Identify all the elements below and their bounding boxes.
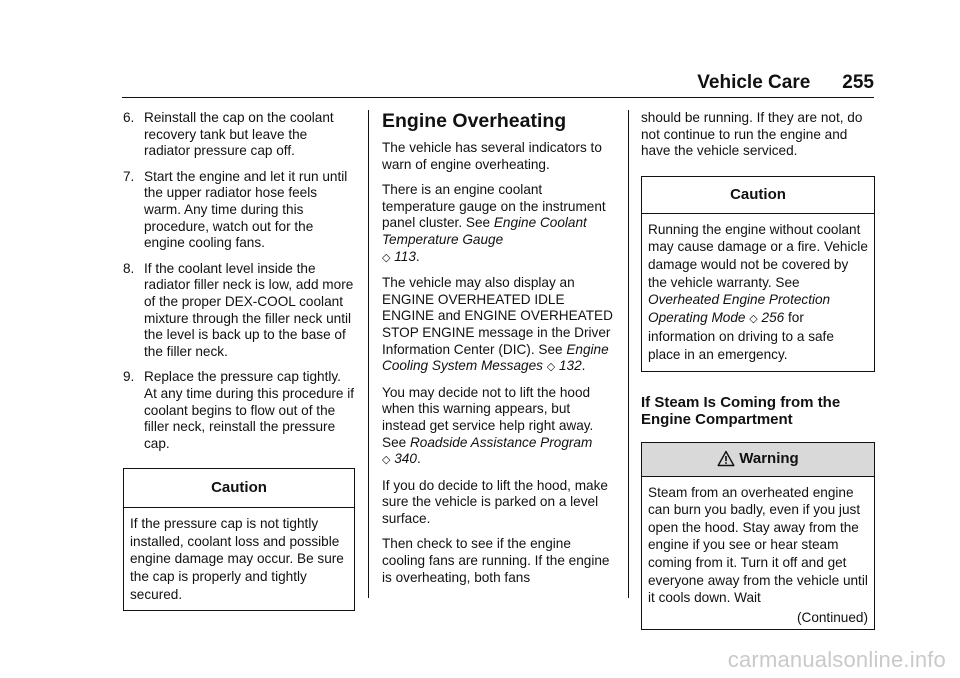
list-item [123, 369, 355, 452]
caution-box-no-coolant [641, 176, 875, 372]
caution-body [124, 508, 354, 610]
warning-title: Warning [739, 449, 799, 467]
warning-triangle-icon [717, 450, 735, 467]
section-heading-engine-overheating: Engine Overheating [382, 110, 567, 132]
punctuation: . [415, 248, 420, 264]
paragraph: Then check to see if the engine cooling fans are running. If the engine is overheating, both fans [382, 536, 610, 585]
header-divider [122, 97, 874, 98]
link-engine-cooling-system-messages[interactable]: Engine Cooling System Messages [382, 341, 609, 374]
caution-title: Caution [124, 469, 354, 508]
list-item [123, 261, 355, 361]
link-overheated-engine-protection[interactable]: Overheated Engine Protection Operating Mode [648, 292, 831, 325]
paragraph: If you do decide to lift the hood, make sure the vehicle is parked on a level surface. [382, 477, 608, 526]
steps-list [123, 110, 355, 452]
caution-box-pressure-cap [123, 468, 355, 611]
warning-header [642, 443, 874, 477]
step-text: Reinstall the cap on the coolant recovery tank but leave the radiator pressure cap off. [144, 110, 334, 159]
caution-body [642, 214, 874, 371]
subsection-heading-steam: If Steam Is Coming from the Engine Compartment [641, 393, 841, 429]
link-engine-coolant-temperature-gauge[interactable]: Engine Coolant Temperature Gauge [382, 215, 587, 247]
step-number: 8. [123, 260, 135, 276]
step-number: 6. [123, 110, 135, 125]
paragraph-text: The vehicle may also display an ENGINE OVERHEATED IDLE ENGINE and ENGINE OVERHEATED STOP ENGINE message in the Driver Information Center (DIC). See [382, 275, 613, 357]
page-reference-icon: ◇ [749, 312, 758, 325]
paragraph: should be running. If they are not, do not continue to run the engine and have the vehicle serviced. [641, 110, 863, 159]
step-text: Replace the pressure cap tightly. At any time during this procedure if coolant begins to flow out of the filler neck, reinstall the pressure cap. [144, 369, 355, 451]
page-reference-link[interactable]: 340 [394, 451, 417, 467]
page-reference-link[interactable]: 113 [394, 248, 416, 264]
paragraph [382, 182, 616, 266]
page-header [697, 72, 874, 94]
caution-text-part: for information on driving to a safe place in an emergency. [648, 309, 834, 362]
column-3 [641, 110, 875, 630]
page-reference-icon: ◇ [382, 251, 391, 264]
list-item [123, 169, 355, 252]
warning-text: Steam from an overheated engine can burn you badly, even if you just open the hood. Stay away from the engine if you see or hear steam coming from it. Turn it off and get everyone away from the vehicle until it cools down. Wait [648, 484, 868, 606]
column-2 [382, 110, 616, 595]
paragraph [382, 385, 616, 469]
caution-text [648, 221, 868, 364]
page-reference-icon: ◇ [546, 361, 556, 374]
warning-box-steam [641, 442, 875, 631]
step-number: 9. [123, 369, 135, 385]
step-text: If the coolant level inside the radiator filler neck is low, add more of the proper DEX-COOL coolant mixture through the filler neck until the level is back up to the base of the filler neck. [144, 260, 354, 359]
page-number: 255 [842, 72, 874, 93]
continued-label: (Continued) [796, 609, 868, 625]
warning-body [642, 477, 874, 630]
page-reference-link[interactable]: 256 [761, 309, 785, 325]
page-reference-link[interactable]: 132 [558, 358, 582, 374]
paragraph-text: There is an engine coolant temperature gauge on the instrument panel cluster. See [382, 182, 606, 231]
step-number: 7. [123, 168, 135, 184]
column-divider-1 [368, 110, 369, 598]
punctuation: . [416, 451, 421, 467]
step-text: Start the engine and let it run until the upper radiator hose feels warm. Any time during this procedure, watch out for the engine cooling fans. [144, 168, 348, 251]
caution-text-part: Running the engine without coolant may cause damage or a fire. Vehicle damage would not be covered by the vehicle warranty. See [648, 221, 868, 290]
watermark-text: carmanualsonline.info [727, 647, 946, 672]
paragraph-text: You may decide not to lift the hood when this warning appears, but instead get service help right away. See [382, 384, 594, 450]
caution-title: Caution [642, 177, 874, 214]
caution-text: If the pressure cap is not tightly installed, coolant loss and possible engine damage may occur. Be sure the cap is properly and tightly secured. [130, 516, 344, 602]
paragraph [382, 275, 616, 376]
punctuation: . [581, 358, 586, 374]
page-reference-icon: ◇ [382, 454, 391, 467]
list-item [123, 110, 355, 160]
paragraph: The vehicle has several indicators to warn of engine overheating. [382, 140, 602, 172]
section-title: Vehicle Care [697, 72, 811, 93]
column-1 [123, 110, 355, 611]
column-divider-2 [628, 110, 629, 598]
link-roadside-assistance-program[interactable]: Roadside Assistance Program [409, 434, 593, 450]
